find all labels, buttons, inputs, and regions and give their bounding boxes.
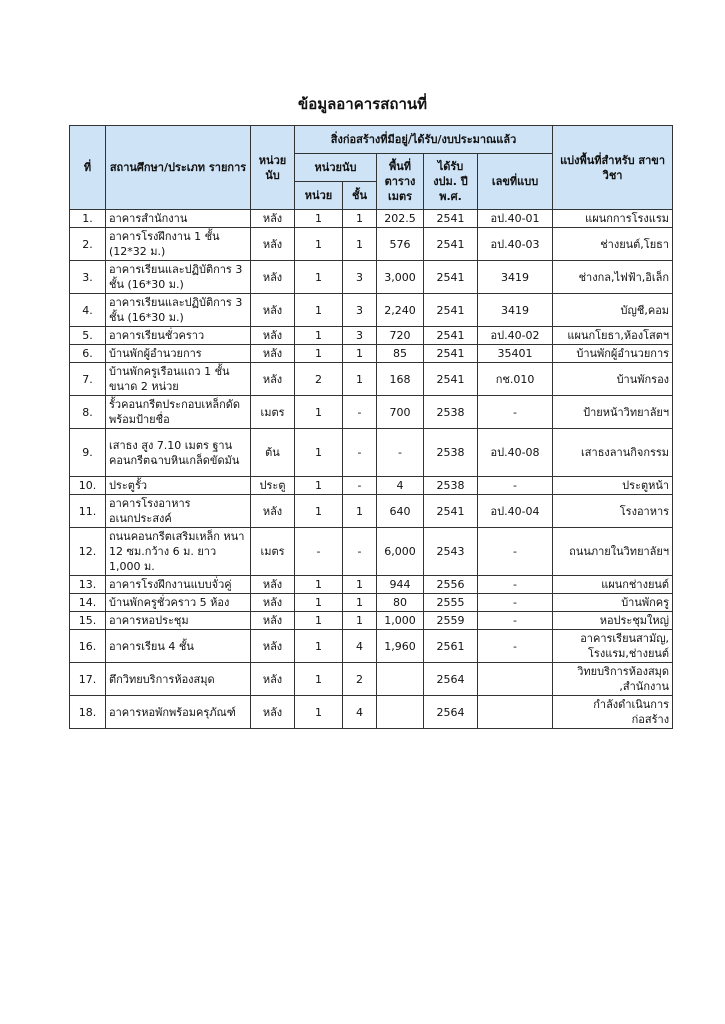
header-budget-year: ได้รับ งปม. ปี พ.ศ. bbox=[424, 154, 478, 210]
row-usage: หอประชุมใหญ่ bbox=[553, 612, 673, 630]
row-count: 1 bbox=[295, 630, 343, 663]
row-unit: ต้น bbox=[251, 429, 295, 477]
row-floors: - bbox=[343, 477, 377, 495]
row-unit: เมตร bbox=[251, 396, 295, 429]
row-plan: อป.40-01 bbox=[478, 210, 553, 228]
row-area: 1,000 bbox=[377, 612, 424, 630]
row-year: 2543 bbox=[424, 528, 478, 576]
row-floors: 1 bbox=[343, 576, 377, 594]
row-year: 2541 bbox=[424, 363, 478, 396]
row-count: 1 bbox=[295, 612, 343, 630]
row-area: 168 bbox=[377, 363, 424, 396]
table-row bbox=[70, 210, 673, 228]
row-area: 3,000 bbox=[377, 261, 424, 294]
table-row bbox=[70, 630, 673, 663]
row-no: 8. bbox=[70, 396, 106, 429]
row-year: 2541 bbox=[424, 495, 478, 528]
header-group: สิ่งก่อสร้างที่มีอยู่/ได้รับ/งบประมาณแล้ว bbox=[295, 126, 553, 154]
row-area: 80 bbox=[377, 594, 424, 612]
row-area: 6,000 bbox=[377, 528, 424, 576]
row-no: 1. bbox=[70, 210, 106, 228]
row-no: 18. bbox=[70, 696, 106, 729]
row-name: รั้วคอนกรีตประกอบเหล็กดัด พร้อมป้ายชื่อ bbox=[106, 396, 251, 429]
row-no: 2. bbox=[70, 228, 106, 261]
row-no: 12. bbox=[70, 528, 106, 576]
table-row bbox=[70, 345, 673, 363]
row-year: 2561 bbox=[424, 630, 478, 663]
row-year: 2541 bbox=[424, 261, 478, 294]
row-count: - bbox=[295, 528, 343, 576]
row-area: - bbox=[377, 429, 424, 477]
row-no: 7. bbox=[70, 363, 106, 396]
row-floors: - bbox=[343, 396, 377, 429]
table-row bbox=[70, 294, 673, 327]
row-usage: วิทยบริการห้องสมุด ,สำนักงาน bbox=[553, 663, 673, 696]
row-count: 1 bbox=[295, 294, 343, 327]
row-plan: อป.40-04 bbox=[478, 495, 553, 528]
row-usage: ช่างยนต์,โยธา bbox=[553, 228, 673, 261]
row-unit: หลัง bbox=[251, 363, 295, 396]
row-floors: - bbox=[343, 528, 377, 576]
row-plan: 35401 bbox=[478, 345, 553, 363]
row-unit: หลัง bbox=[251, 327, 295, 345]
row-floors: 3 bbox=[343, 261, 377, 294]
row-plan: - bbox=[478, 576, 553, 594]
row-count: 1 bbox=[295, 429, 343, 477]
row-no: 5. bbox=[70, 327, 106, 345]
table-row bbox=[70, 528, 673, 576]
row-plan: 3419 bbox=[478, 261, 553, 294]
row-year: 2555 bbox=[424, 594, 478, 612]
row-unit: หลัง bbox=[251, 663, 295, 696]
row-plan: กช.010 bbox=[478, 363, 553, 396]
row-no: 9. bbox=[70, 429, 106, 477]
row-year: 2556 bbox=[424, 576, 478, 594]
row-count: 1 bbox=[295, 396, 343, 429]
table-row bbox=[70, 696, 673, 729]
table-row bbox=[70, 495, 673, 528]
row-name: ประตูรั้ว bbox=[106, 477, 251, 495]
row-name: เสาธง สูง 7.10 เมตร ฐานคอนกรีตฉาบหินเกล็ดขัดมัน bbox=[106, 429, 251, 477]
row-no: 6. bbox=[70, 345, 106, 363]
page-title: ข้อมูลอาคารสถานที่ bbox=[297, 95, 428, 113]
row-floors: 3 bbox=[343, 327, 377, 345]
row-count: 1 bbox=[295, 327, 343, 345]
row-unit: หลัง bbox=[251, 261, 295, 294]
row-unit: หลัง bbox=[251, 345, 295, 363]
row-year: 2564 bbox=[424, 663, 478, 696]
row-unit: หลัง bbox=[251, 495, 295, 528]
row-no: 11. bbox=[70, 495, 106, 528]
row-year: 2538 bbox=[424, 477, 478, 495]
row-area: 576 bbox=[377, 228, 424, 261]
row-name: บ้านพักครูเรือนแถว 1 ชั้น ขนาด 2 หน่วย bbox=[106, 363, 251, 396]
table-body bbox=[70, 210, 673, 729]
row-year: 2541 bbox=[424, 345, 478, 363]
row-plan: - bbox=[478, 477, 553, 495]
row-plan: อป.40-02 bbox=[478, 327, 553, 345]
table-row bbox=[70, 612, 673, 630]
table-row bbox=[70, 429, 673, 477]
row-plan: 3419 bbox=[478, 294, 553, 327]
row-unit: หลัง bbox=[251, 228, 295, 261]
row-usage: เสาธงลานกิจกรรม bbox=[553, 429, 673, 477]
header-usage: แบ่งพื้นที่สำหรับ สาขาวิชา bbox=[553, 126, 673, 210]
row-name: อาคารเรียนชั่วคราว bbox=[106, 327, 251, 345]
row-name: อาคารหอประชุม bbox=[106, 612, 251, 630]
row-area: 640 bbox=[377, 495, 424, 528]
row-unit: หลัง bbox=[251, 612, 295, 630]
header-area: พื้นที่ ตาราง เมตร bbox=[377, 154, 424, 210]
row-usage: บ้านพักรอง bbox=[553, 363, 673, 396]
row-no: 16. bbox=[70, 630, 106, 663]
row-plan: - bbox=[478, 396, 553, 429]
row-area bbox=[377, 696, 424, 729]
row-unit: หลัง bbox=[251, 210, 295, 228]
row-floors: 1 bbox=[343, 612, 377, 630]
row-area: 720 bbox=[377, 327, 424, 345]
row-area: 2,240 bbox=[377, 294, 424, 327]
row-usage: กำลังดำเนินการก่อสร้าง bbox=[553, 696, 673, 729]
row-floors: 4 bbox=[343, 630, 377, 663]
row-unit: หลัง bbox=[251, 594, 295, 612]
row-year: 2538 bbox=[424, 429, 478, 477]
row-name: บ้านพักผู้อำนวยการ bbox=[106, 345, 251, 363]
table-row bbox=[70, 261, 673, 294]
row-name: อาคารเรียนและปฏิบัติการ 3 ชั้น (16*30 ม.) bbox=[106, 294, 251, 327]
row-count: 1 bbox=[295, 495, 343, 528]
row-name: อาคารโรงฝึกงานแบบจั่วคู่ bbox=[106, 576, 251, 594]
header-plan-no: เลขที่แบบ bbox=[478, 154, 553, 210]
row-count: 1 bbox=[295, 210, 343, 228]
buildings-table bbox=[69, 125, 673, 729]
row-plan bbox=[478, 696, 553, 729]
row-plan: - bbox=[478, 528, 553, 576]
header-no: ที่ bbox=[70, 126, 106, 210]
row-area: 85 bbox=[377, 345, 424, 363]
row-name: อาคารโรงอาหาร อเนกประสงค์ bbox=[106, 495, 251, 528]
row-year: 2541 bbox=[424, 228, 478, 261]
row-floors: 1 bbox=[343, 363, 377, 396]
row-unit: หลัง bbox=[251, 294, 295, 327]
row-count: 1 bbox=[295, 576, 343, 594]
row-usage: ถนนภายในวิทยาลัยฯ bbox=[553, 528, 673, 576]
row-floors: 1 bbox=[343, 228, 377, 261]
row-plan: - bbox=[478, 612, 553, 630]
row-year: 2538 bbox=[424, 396, 478, 429]
row-area: 944 bbox=[377, 576, 424, 594]
row-year: 2564 bbox=[424, 696, 478, 729]
row-floors: 1 bbox=[343, 594, 377, 612]
table-row bbox=[70, 594, 673, 612]
row-count: 1 bbox=[295, 696, 343, 729]
row-usage: แผนกช่างยนต์ bbox=[553, 576, 673, 594]
row-no: 3. bbox=[70, 261, 106, 294]
row-unit: หลัง bbox=[251, 696, 295, 729]
row-year: 2541 bbox=[424, 327, 478, 345]
header-unit-count: หน่วยนับ bbox=[295, 154, 377, 182]
row-plan: อป.40-03 bbox=[478, 228, 553, 261]
row-count: 2 bbox=[295, 363, 343, 396]
row-area: 1,960 bbox=[377, 630, 424, 663]
row-count: 1 bbox=[295, 345, 343, 363]
row-count: 1 bbox=[295, 261, 343, 294]
table-row bbox=[70, 576, 673, 594]
header-unit: หน่วย นับ bbox=[251, 126, 295, 210]
row-area bbox=[377, 663, 424, 696]
table-row bbox=[70, 663, 673, 696]
row-name: อาคารหอพักพร้อมครุภัณฑ์ bbox=[106, 696, 251, 729]
row-plan: อป.40-08 bbox=[478, 429, 553, 477]
table-row bbox=[70, 327, 673, 345]
row-floors: 1 bbox=[343, 345, 377, 363]
row-name: อาคารสำนักงาน bbox=[106, 210, 251, 228]
row-usage: บัญชี,คอม bbox=[553, 294, 673, 327]
row-no: 10. bbox=[70, 477, 106, 495]
row-usage: โรงอาหาร bbox=[553, 495, 673, 528]
row-usage: แผนกการโรงแรม bbox=[553, 210, 673, 228]
row-usage: บ้านพักครู bbox=[553, 594, 673, 612]
row-name: บ้านพักครูชั่วคราว 5 ห้อง bbox=[106, 594, 251, 612]
header-floors: ชั้น bbox=[343, 182, 377, 210]
row-count: 1 bbox=[295, 477, 343, 495]
row-usage: อาคารเรียนสามัญ, โรงแรม,ช่างยนต์ bbox=[553, 630, 673, 663]
row-year: 2541 bbox=[424, 210, 478, 228]
row-unit: เมตร bbox=[251, 528, 295, 576]
row-count: 1 bbox=[295, 228, 343, 261]
row-name: อาคารเรียน 4 ชั้น bbox=[106, 630, 251, 663]
row-usage: แผนกโยธา,ห้องโสตฯ bbox=[553, 327, 673, 345]
row-no: 17. bbox=[70, 663, 106, 696]
row-count: 1 bbox=[295, 594, 343, 612]
row-count: 1 bbox=[295, 663, 343, 696]
row-no: 4. bbox=[70, 294, 106, 327]
row-plan bbox=[478, 663, 553, 696]
row-year: 2559 bbox=[424, 612, 478, 630]
row-year: 2541 bbox=[424, 294, 478, 327]
row-floors: 2 bbox=[343, 663, 377, 696]
row-no: 15. bbox=[70, 612, 106, 630]
table-row bbox=[70, 363, 673, 396]
table-row bbox=[70, 477, 673, 495]
row-no: 13. bbox=[70, 576, 106, 594]
row-area: 4 bbox=[377, 477, 424, 495]
row-area: 700 bbox=[377, 396, 424, 429]
row-plan: - bbox=[478, 594, 553, 612]
row-floors: 3 bbox=[343, 294, 377, 327]
header-count: หน่วย bbox=[295, 182, 343, 210]
row-plan: - bbox=[478, 630, 553, 663]
row-unit: หลัง bbox=[251, 576, 295, 594]
table-row bbox=[70, 396, 673, 429]
row-floors: 1 bbox=[343, 210, 377, 228]
row-floors: 1 bbox=[343, 495, 377, 528]
header-name: สถานศึกษา/ประเภท รายการ bbox=[106, 126, 251, 210]
row-usage: บ้านพักผู้อำนวยการ bbox=[553, 345, 673, 363]
row-no: 14. bbox=[70, 594, 106, 612]
row-name: ตึกวิทยบริการห้องสมุด bbox=[106, 663, 251, 696]
row-unit: หลัง bbox=[251, 630, 295, 663]
row-floors: 4 bbox=[343, 696, 377, 729]
row-usage: ช่างกล,ไฟฟ้า,อิเล็ก bbox=[553, 261, 673, 294]
row-name: ถนนคอนกรีตเสริมเหล็ก หนา 12 ซม.กว้าง 6 ม. ยาว 1,000 ม. bbox=[106, 528, 251, 576]
row-area: 202.5 bbox=[377, 210, 424, 228]
row-name: อาคารโรงฝึกงาน 1 ชั้น (12*32 ม.) bbox=[106, 228, 251, 261]
row-unit: ประตู bbox=[251, 477, 295, 495]
row-usage: ประตูหน้า bbox=[553, 477, 673, 495]
row-usage: ป้ายหน้าวิทยาลัยฯ bbox=[553, 396, 673, 429]
row-floors: - bbox=[343, 429, 377, 477]
table-header bbox=[70, 126, 673, 210]
row-name: อาคารเรียนและปฏิบัติการ 3 ชั้น (16*30 ม.) bbox=[106, 261, 251, 294]
table-row bbox=[70, 228, 673, 261]
